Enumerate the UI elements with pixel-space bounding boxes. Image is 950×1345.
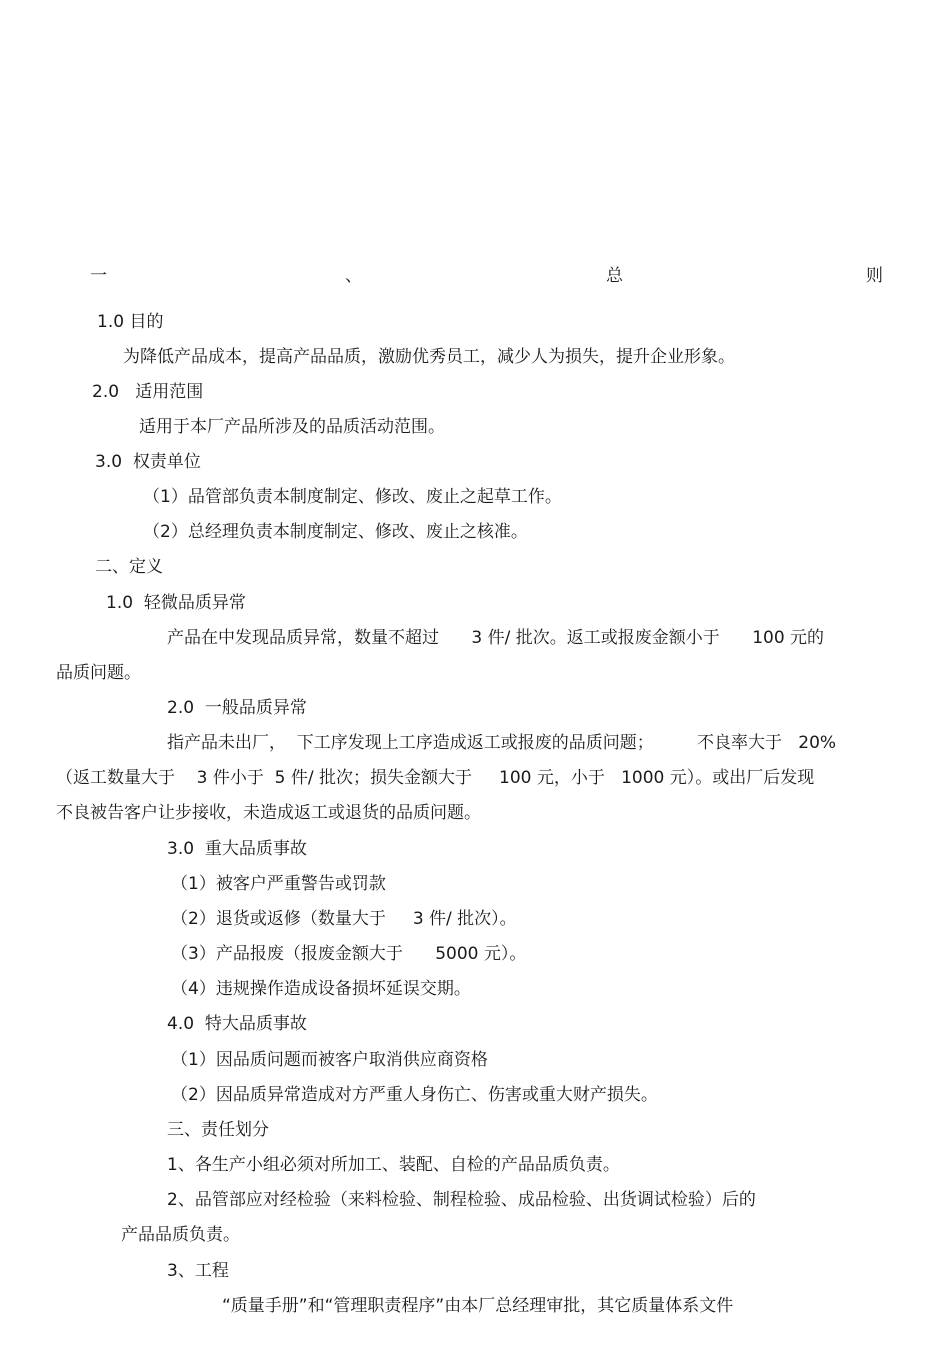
- duty-item-2-line-1: 2、品管部应对经检验（来料检验、制程检验、成品检验、出货调试检验）后的: [167, 1190, 756, 1210]
- chapter-3-responsibility-title: 三、责任划分: [167, 1120, 269, 1140]
- section-1-purpose-title: 1.0 目的: [97, 312, 164, 332]
- critical-accident-item-2: （2）因品质异常造成对方严重人身伤亡、伤害或重大财产损失。: [171, 1085, 658, 1105]
- major-accident-item-4: （4）违规操作造成设备损坏延误交期。: [171, 979, 471, 999]
- major-accident-title: 3.0 重大品质事故: [167, 839, 307, 859]
- major-accident-item-2: （2）退货或返修（数量大于 3 件/ 批次）。: [171, 909, 517, 929]
- general-anomaly-text-1: 指产品未出厂， 下工序发现上工序造成返工或报废的品质问题； 不良率大于 20%: [167, 733, 837, 753]
- duty-item-3-title: 3、工程: [167, 1261, 229, 1281]
- heading-char-1: 一: [90, 266, 107, 286]
- duty-item-3-text: “质量手册”和“管理职责程序”由本厂总经理审批，其它质量体系文件: [222, 1296, 734, 1316]
- duty-item-2-line-2: 产品品质负责。: [121, 1225, 240, 1245]
- heading-char-2: 、: [345, 266, 362, 286]
- responsibility-item-1: （1）品管部负责本制度制定、修改、废止之起草工作。: [143, 487, 562, 507]
- minor-anomaly-text-1: 产品在中发现品质异常，数量不超过 3 件/ 批次。返工或报废金额小于 100 元的: [167, 628, 825, 648]
- heading-char-3: 总: [606, 266, 623, 286]
- general-anomaly-text-3: 不良被告客户让步接收，未造成返工或退货的品质问题。: [56, 803, 481, 823]
- section-2-scope-title: 2.0 适用范围: [92, 382, 204, 402]
- section-3-responsibility-title: 3.0 权责单位: [95, 452, 201, 472]
- scope-text: 适用于本厂产品所涉及的品质活动范围。: [139, 417, 445, 437]
- critical-accident-item-1: （1）因品质问题而被客户取消供应商资格: [171, 1050, 488, 1070]
- major-accident-item-3: （3）产品报废（报废金额大于 5000 元）。: [171, 944, 527, 964]
- duty-item-1: 1、各生产小组必须对所加工、装配、自检的产品品质负责。: [167, 1155, 620, 1175]
- minor-anomaly-title: 1.0 轻微品质异常: [106, 593, 246, 613]
- general-anomaly-text-2: （返工数量大于 3 件小于 5 件/ 批次；损失金额大于 100 元，小于 1000 元）。或出厂后发现: [56, 768, 815, 788]
- minor-anomaly-text-2: 品质问题。: [56, 663, 141, 683]
- responsibility-item-2: （2）总经理负责本制度制定、修改、废止之核准。: [143, 522, 528, 542]
- chapter-2-definitions-title: 二、定义: [95, 557, 163, 577]
- purpose-text: 为降低产品成本，提高产品品质，激励优秀员工，减少人为损失，提升企业形象。: [123, 347, 735, 367]
- major-accident-item-1: （1）被客户严重警告或罚款: [171, 874, 386, 894]
- general-anomaly-title: 2.0 一般品质异常: [167, 698, 307, 718]
- heading-char-4: 则: [866, 266, 883, 286]
- critical-accident-title: 4.0 特大品质事故: [167, 1014, 307, 1034]
